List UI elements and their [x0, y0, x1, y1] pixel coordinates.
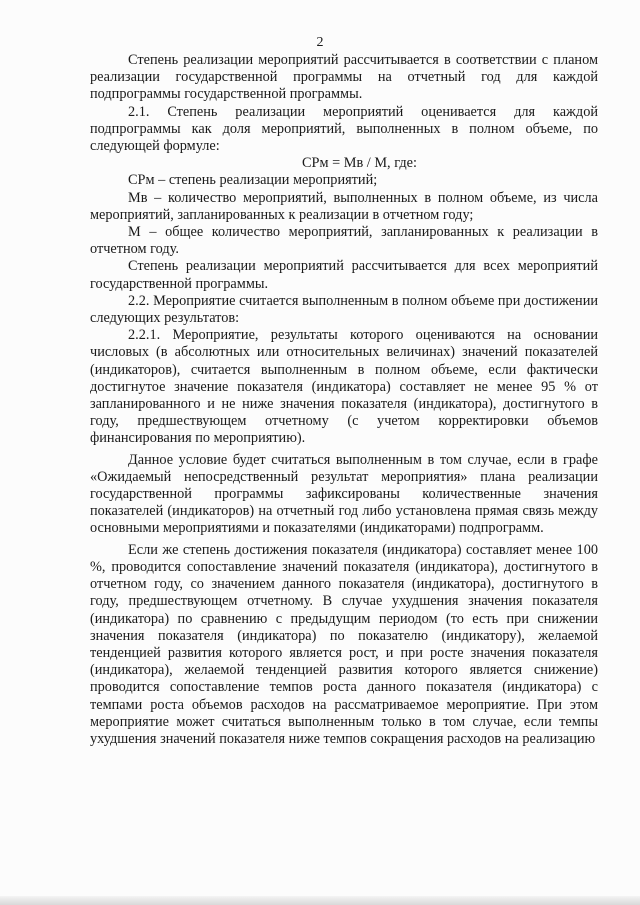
paragraph-intro: Степень реализации мероприятий рассчитывается в соответствии с планом реализации государственной программы на отчетный год для каждой подпрограммы государственной программы. — [90, 52, 598, 103]
formula: СРм = Мв / М, где: — [302, 155, 417, 172]
paragraph-condition: Данное условие будет считаться выполненным в том случае, если в графе «Ожидаемый непосредственный результат мероприятия» плана реализации государственной программы зафиксированы количественные значения показателей (индикаторов) на отчетный год либо установлена прямая связь между основными мероприятиями и показателями (индикаторами) подпрограмм. — [90, 451, 598, 537]
paragraph-def-m: М – общее количество мероприятий, запланированных к реализации в отчетном году. — [90, 224, 598, 258]
paragraph-def-mv: Мв – количество мероприятий, выполненных в полном объеме, из числа мероприятий, запланированных к реализации в отчетном году; — [90, 189, 598, 223]
paragraph-below-100: Если же степень достижения показателя (индикатора) составляет менее 100 %, проводится сопоставление значений показателя (индикатора), достигнутого в отчетном году, со значением данного показателя (индикатора), достигнутого в году, предшествующем отчетному. В случае ухудшения значения показателя (индикатора) по сравнению с предыдущим периодом (то есть при снижении значения показателя (индикатора) по показателю (индикатору), желаемой тенденцией развития которого является рост, и при росте значения показателя (индикатора), желаемой тенденцией развития которого является снижение) проводится сопоставление темпов роста данного показателя (индикатора) с темпами роста объемов расходов на рассматриваемое мероприятие. При этом мероприятие может считаться выполненным только в том случае, если темпы ухудшения значений показателя ниже темпов сокращения расходов на реализацию — [90, 541, 598, 747]
paragraph-2-2: 2.2. Мероприятие считается выполненным в полном объеме при достижении следующих результатов: — [90, 292, 598, 327]
paragraph-2-1: 2.1. Степень реализации мероприятий оценивается для каждой подпрограммы как доля мероприятий, выполненных в полном объеме, по следующей формуле: — [90, 103, 598, 155]
paragraph-all-measures: Степень реализации мероприятий рассчитывается для всех мероприятий государственной программы. — [90, 258, 598, 292]
document-body — [90, 52, 598, 748]
paragraph-2-2-1: 2.2.1. Мероприятие, результаты которого оцениваются на основании числовых (в абсолютных или относительных величинах) значений показателей (индикаторов), считается выполненным в полном объеме, если фактически достигнутое значение показателя (индикатора) составляет не менее 95 % от запланированного и не ниже значения показателя (индикатора), достигнутого в году, предшествующем отчетному (с учетом корректировки объемов финансирования по мероприятию). — [90, 327, 598, 447]
paragraph-def-srm: СРм – степень реализации мероприятий; — [128, 172, 378, 189]
page-bottom-edge — [0, 896, 640, 905]
page-number: 2 — [316, 35, 324, 50]
